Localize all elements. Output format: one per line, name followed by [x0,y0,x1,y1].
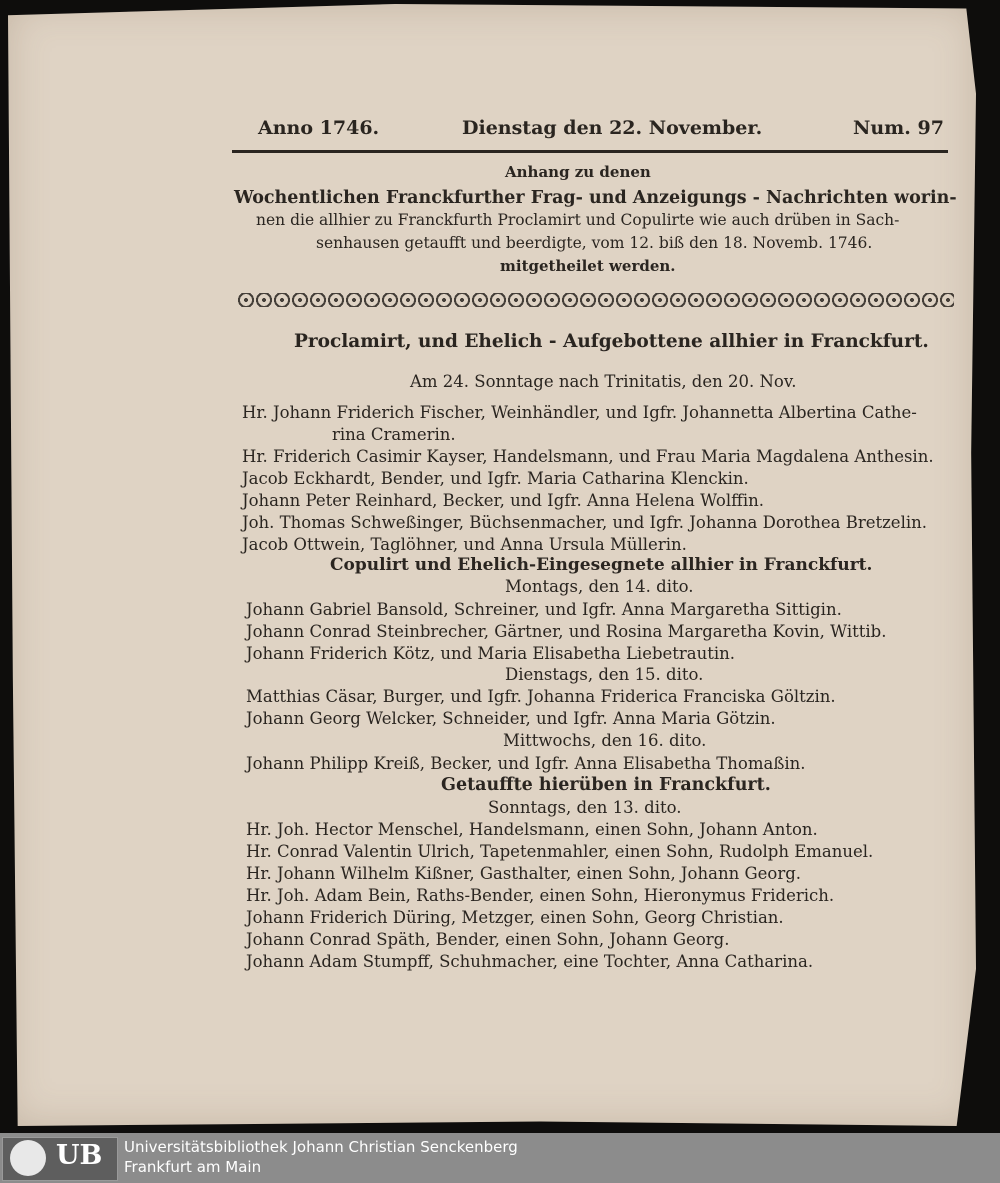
intro-line-1: Anhang zu denen [505,163,651,181]
copulirt-list-2 [246,687,836,731]
section-proclamirt-title: Proclamirt, und Ehelich - Aufgebottene allhier in Franckfurt. [294,331,929,352]
list-item: Jacob Eckhardt, Bender, und Igfr. Maria Catharina Klenckin. [242,469,749,488]
intro-line-2: Wochentlichen Franckfurther Frag- und Anzeigungs - Nachrichten worin- [234,188,957,208]
list-item: Johann Peter Reinhard, Becker, und Igfr. Anna Helena Wolffin. [242,491,765,510]
list-item: Hr. Johann Friderich Fischer, Weinhändler, und Igfr. Johannetta Albertina Cathe- [242,403,917,422]
list-item: Joh. Thomas Schweßinger, Büchsenmacher, und Igfr. Johanna Dorothea Bretzelin. [242,513,927,532]
getauffte-list [246,820,873,974]
list-item: Johann Georg Welcker, Schneider, und Igfr. Anna Maria Götzin. [246,709,776,728]
list-item: Johann Adam Stumpff, Schuhmacher, eine Tochter, Anna Catharina. [246,952,814,971]
list-item: Johann Gabriel Bansold, Schreiner, und Igfr. Anna Margaretha Sittigin. [246,600,842,619]
list-item: rina Cramerin. [332,425,456,444]
header-number: Num. 97 [853,117,944,139]
footer-library-city: Frankfurt am Main [124,1158,262,1176]
proclamirt-list [242,403,934,557]
copulirt-list-3 [246,754,806,776]
list-item: Jacob Ottwein, Taglöhner, und Anna Ursula Müllerin. [242,535,687,554]
header-rule [232,150,948,153]
copulirt-day-3: Mittwochs, den 16. dito. [503,731,707,750]
copulirt-day-2: Dienstags, den 15. dito. [505,665,704,684]
list-item: Matthias Cäsar, Burger, und Igfr. Johanna Friderica Franciska Göltzin. [246,687,836,706]
list-item: Johann Conrad Späth, Bender, einen Sohn, Johann Georg. [246,930,730,949]
footer-library-name: Universitätsbibliothek Johann Christian Senckenberg [124,1138,518,1156]
copulirt-day-1: Montags, den 14. dito. [505,577,694,596]
getauffte-day: Sonntags, den 13. dito. [488,798,682,817]
copulirt-list-1 [246,600,886,666]
header-anno: Anno 1746. [258,117,380,139]
section-copulirt-title: Copulirt und Ehelich-Eingesegnete allhier in Franckfurt. [330,555,873,575]
list-item: Hr. Conrad Valentin Ulrich, Tapetenmahler, einen Sohn, Rudolph Emanuel. [246,842,874,861]
portrait-icon [10,1140,46,1176]
section-getauffte-title: Getauffte hierüben in Franckfurt. [441,775,771,795]
list-item: Johann Conrad Steinbrecher, Gärtner, und Rosina Margaretha Kovin, Wittib. [246,622,887,641]
ornamental-divider [238,293,954,307]
section-proclamirt-date: Am 24. Sonntage nach Trinitatis, den 20. Nov. [410,372,797,391]
list-item: Hr. Johann Wilhelm Kißner, Gasthalter, einen Sohn, Johann Georg. [246,864,802,883]
list-item: Johann Friderich Düring, Metzger, einen Sohn, Georg Christian. [246,908,784,927]
list-item: Johann Friderich Kötz, und Maria Elisabetha Liebetrautin. [246,644,736,663]
list-item: Hr. Joh. Hector Menschel, Handelsmann, einen Sohn, Johann Anton. [246,820,818,839]
list-item: Johann Philipp Kreiß, Becker, und Igfr. Anna Elisabetha Thomaßin. [246,754,806,773]
header-date: Dienstag den 22. November. [462,117,763,139]
logo-text: UB [56,1140,103,1171]
list-item: Hr. Friderich Casimir Kayser, Handelsmann, und Frau Maria Magdalena Anthesin. [242,447,934,466]
intro-line-3: nen die allhier zu Franckfurth Proclamirt und Copulirte wie auch drüben in Sach- [256,211,900,229]
intro-line-4: senhausen getaufft und beerdigte, vom 12. biß den 18. Novemb. 1746. [316,234,873,252]
intro-line-5: mitgetheilet werden. [500,257,676,275]
list-item: Hr. Joh. Adam Bein, Raths-Bender, einen Sohn, Hieronymus Friderich. [246,886,835,905]
